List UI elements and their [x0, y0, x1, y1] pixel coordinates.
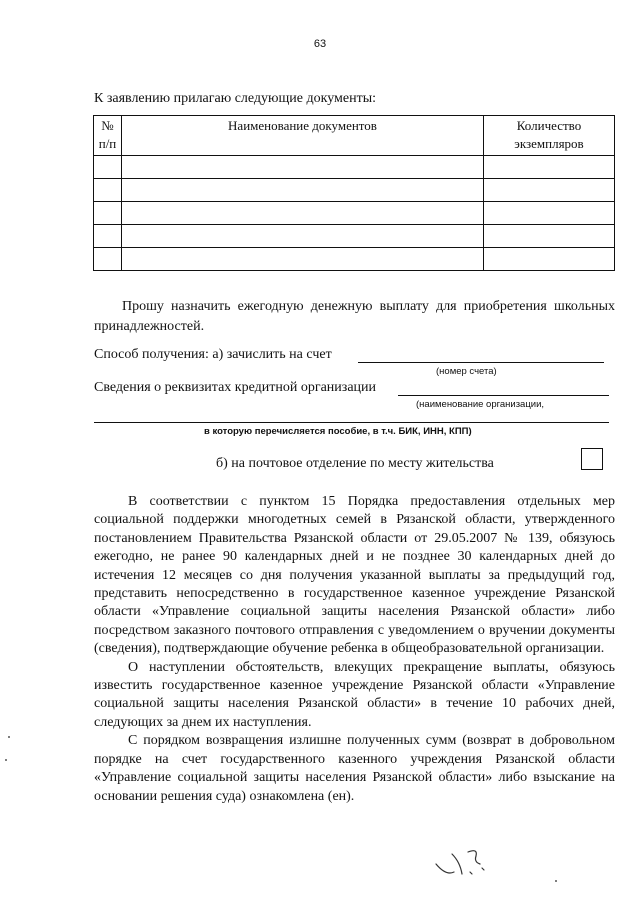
cell-quantity[interactable]	[484, 179, 615, 202]
request-text: Прошу назначить ежегодную денежную выплату для приобретения школьных принадлежностей.	[94, 299, 615, 334]
col-header-number: № п/п	[94, 116, 122, 156]
scan-speck	[8, 736, 10, 738]
cell-number[interactable]	[94, 248, 122, 271]
table-row	[94, 225, 615, 248]
paragraph-refund-notice: С порядком возвращения излишне полученных сумм (возврат в добровольном порядке на счет государственного казенного учреждения Рязанской области «Управление социальной защиты населения Рязанской области» либо взыскание на основании решения суда) ознакомлена (ен).	[94, 733, 615, 804]
cell-number[interactable]	[94, 202, 122, 225]
table-row	[94, 179, 615, 202]
bank-details-label: Сведения о реквизитах кредитной организации	[94, 380, 377, 395]
cell-quantity[interactable]	[484, 225, 615, 248]
bank-details-field[interactable]	[398, 395, 609, 396]
cell-number[interactable]	[94, 156, 122, 179]
cell-number[interactable]	[94, 179, 122, 202]
paragraph-obligation-documents: В соответствии с пунктом 15 Порядка предоставления отдельных мер социальной поддержки многодетных семей в Рязанской области, утвержденного постановлением Правительства Рязанской области от 29.05.2007 № 139, обязуюсь ежегодно, не ранее 90 календарных дней и не позднее 30 календарных дней до истечения 12 месяцев со дня получения указанной выплаты за предыдущий год, представить непосредственно в государственное казенное учреждение Рязанской области «Управление социальной защиты населения Рязанской области» либо посредством заказного почтового отправления с уведомлением о вручении документы (сведения), подтверждающие обучение ребенка в общеобразовательной организации.	[94, 494, 615, 657]
scan-speck	[5, 759, 7, 761]
option-b-label: б) на почтовое отделение по месту жительства	[216, 456, 494, 471]
table-header-row	[94, 116, 615, 156]
post-office-checkbox[interactable]	[581, 448, 603, 470]
attachments-intro: К заявлению прилагаю следующие документы:	[94, 91, 377, 106]
signature-mark	[432, 842, 502, 882]
bank-details-field-line-2[interactable]	[94, 422, 609, 423]
table-row	[94, 202, 615, 225]
table-row	[94, 248, 615, 271]
method-label-group	[94, 347, 332, 363]
cell-quantity[interactable]	[484, 202, 615, 225]
documents-table	[93, 115, 615, 271]
cell-document-name[interactable]	[122, 179, 484, 202]
option-a-label: а) зачислить на счет	[212, 347, 332, 362]
org-caption-continued: в которую перечисляется пособие, в т.ч. БИК, ИНН, КПП)	[204, 426, 472, 437]
cell-document-name[interactable]	[122, 225, 484, 248]
account-caption: (номер счета)	[436, 366, 497, 377]
paragraph-obligation-notify: О наступлении обстоятельств, влекущих прекращение выплаты, обязуюсь известить государственное казенное учреждение Рязанской области «Управление социальной защиты населения Рязанской области» в течение 10 рабочих дней, следующих за днем их наступления.	[94, 659, 615, 730]
cell-quantity[interactable]	[484, 248, 615, 271]
account-number-field[interactable]	[358, 362, 604, 363]
cell-document-name[interactable]	[122, 202, 484, 225]
method-label: Способ получения:	[94, 347, 209, 362]
page-number: 63	[313, 38, 327, 50]
obligations-text	[94, 493, 615, 806]
table-row	[94, 156, 615, 179]
cell-quantity[interactable]	[484, 156, 615, 179]
col-header-quantity: Количество экземпляров	[484, 116, 615, 156]
cell-document-name[interactable]	[122, 156, 484, 179]
scan-speck	[555, 880, 557, 882]
cell-document-name[interactable]	[122, 248, 484, 271]
col-header-document-name: Наименование документов	[122, 116, 484, 156]
org-caption: (наименование организации,	[416, 399, 545, 410]
cell-number[interactable]	[94, 225, 122, 248]
